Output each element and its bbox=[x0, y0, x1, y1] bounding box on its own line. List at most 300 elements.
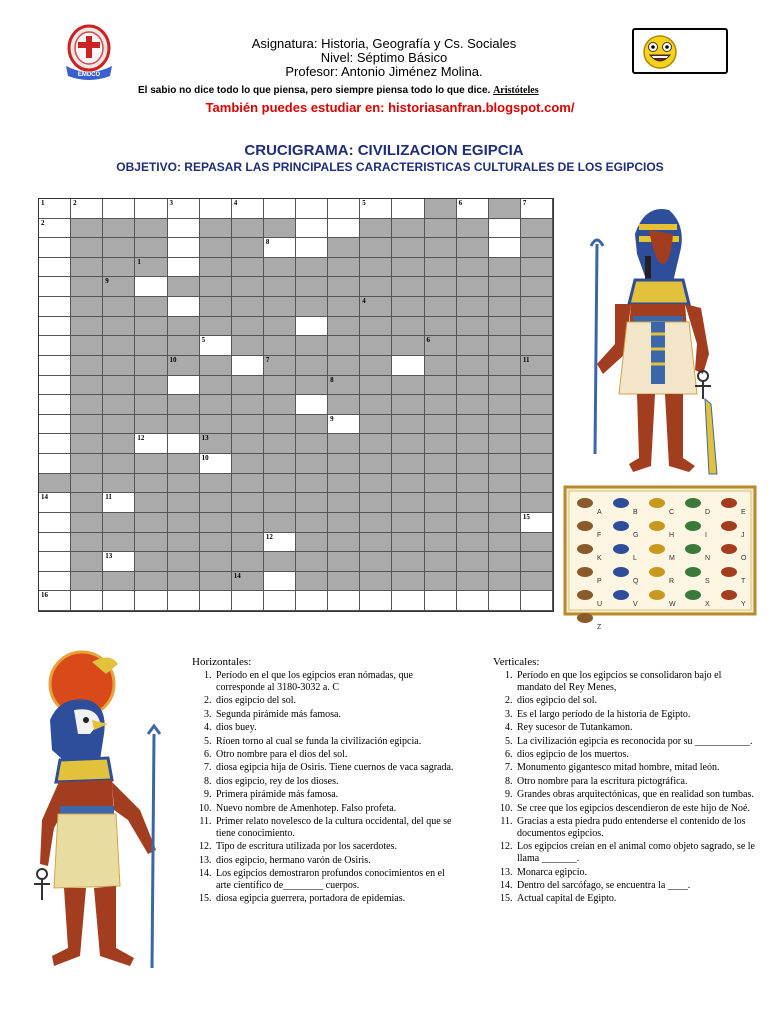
grid-cell[interactable] bbox=[71, 219, 103, 239]
grid-cell[interactable] bbox=[425, 591, 457, 611]
grid-cell[interactable] bbox=[489, 591, 521, 611]
grid-cell[interactable] bbox=[232, 415, 264, 435]
grid-cell[interactable] bbox=[392, 297, 424, 317]
grid-cell[interactable] bbox=[168, 238, 200, 258]
grid-cell[interactable] bbox=[296, 277, 328, 297]
grid-cell[interactable] bbox=[71, 336, 103, 356]
grid-cell[interactable] bbox=[103, 591, 135, 611]
grid-cell[interactable] bbox=[71, 395, 103, 415]
grid-cell[interactable] bbox=[264, 415, 296, 435]
grid-cell[interactable] bbox=[360, 219, 392, 239]
grid-cell[interactable] bbox=[521, 591, 553, 611]
grid-cell[interactable] bbox=[425, 533, 457, 553]
grid-cell[interactable] bbox=[232, 199, 264, 219]
grid-cell[interactable] bbox=[168, 317, 200, 337]
grid-cell[interactable] bbox=[425, 572, 457, 592]
grid-cell[interactable] bbox=[425, 552, 457, 572]
grid-cell[interactable] bbox=[168, 219, 200, 239]
grid-cell[interactable] bbox=[360, 552, 392, 572]
grid-cell[interactable] bbox=[360, 572, 392, 592]
grid-cell[interactable] bbox=[135, 356, 167, 376]
grid-cell[interactable] bbox=[328, 336, 360, 356]
grid-cell[interactable] bbox=[328, 356, 360, 376]
grid-cell[interactable] bbox=[168, 356, 200, 376]
grid-cell[interactable] bbox=[489, 454, 521, 474]
grid-cell[interactable] bbox=[168, 199, 200, 219]
grid-cell[interactable] bbox=[328, 376, 360, 396]
grid-cell[interactable] bbox=[103, 513, 135, 533]
grid-cell[interactable] bbox=[489, 434, 521, 454]
grid-cell[interactable] bbox=[296, 474, 328, 494]
grid-cell[interactable] bbox=[521, 533, 553, 553]
grid-cell[interactable] bbox=[328, 199, 360, 219]
grid-cell[interactable] bbox=[296, 395, 328, 415]
grid-cell[interactable] bbox=[457, 493, 489, 513]
grid-cell[interactable] bbox=[200, 297, 232, 317]
grid-cell[interactable] bbox=[200, 454, 232, 474]
grid-cell[interactable] bbox=[200, 395, 232, 415]
grid-cell[interactable] bbox=[232, 572, 264, 592]
grid-cell[interactable] bbox=[296, 493, 328, 513]
grid-cell[interactable] bbox=[489, 395, 521, 415]
grid-cell[interactable] bbox=[392, 376, 424, 396]
grid-cell[interactable] bbox=[103, 454, 135, 474]
grid-cell[interactable] bbox=[135, 434, 167, 454]
grid-cell[interactable] bbox=[103, 277, 135, 297]
grid-cell[interactable] bbox=[360, 277, 392, 297]
grid-cell[interactable] bbox=[71, 317, 103, 337]
grid-cell[interactable] bbox=[521, 572, 553, 592]
grid-cell[interactable] bbox=[39, 474, 71, 494]
grid-cell[interactable] bbox=[489, 356, 521, 376]
grid-cell[interactable] bbox=[360, 493, 392, 513]
grid-cell[interactable] bbox=[425, 376, 457, 396]
grid-cell[interactable] bbox=[328, 493, 360, 513]
grid-cell[interactable] bbox=[135, 454, 167, 474]
grid-cell[interactable] bbox=[521, 454, 553, 474]
grid-cell[interactable] bbox=[296, 238, 328, 258]
grid-cell[interactable] bbox=[521, 415, 553, 435]
grid-cell[interactable] bbox=[103, 376, 135, 396]
grid-cell[interactable] bbox=[232, 591, 264, 611]
grid-cell[interactable] bbox=[39, 591, 71, 611]
grid-cell[interactable] bbox=[328, 317, 360, 337]
grid-cell[interactable] bbox=[296, 533, 328, 553]
grid-cell[interactable] bbox=[264, 434, 296, 454]
grid-cell[interactable] bbox=[392, 415, 424, 435]
grid-cell[interactable] bbox=[392, 434, 424, 454]
grid-cell[interactable] bbox=[71, 199, 103, 219]
grid-cell[interactable] bbox=[328, 591, 360, 611]
grid-cell[interactable] bbox=[135, 277, 167, 297]
grid-cell[interactable] bbox=[168, 572, 200, 592]
grid-cell[interactable] bbox=[392, 533, 424, 553]
grid-cell[interactable] bbox=[264, 356, 296, 376]
grid-cell[interactable] bbox=[296, 513, 328, 533]
grid-cell[interactable] bbox=[264, 277, 296, 297]
grid-cell[interactable] bbox=[168, 493, 200, 513]
grid-cell[interactable] bbox=[489, 493, 521, 513]
grid-cell[interactable] bbox=[232, 552, 264, 572]
grid-cell[interactable] bbox=[200, 376, 232, 396]
grid-cell[interactable] bbox=[200, 533, 232, 553]
grid-cell[interactable] bbox=[521, 513, 553, 533]
grid-cell[interactable] bbox=[392, 238, 424, 258]
grid-cell[interactable] bbox=[457, 415, 489, 435]
grid-cell[interactable] bbox=[328, 474, 360, 494]
grid-cell[interactable] bbox=[328, 454, 360, 474]
grid-cell[interactable] bbox=[39, 297, 71, 317]
grid-cell[interactable] bbox=[392, 513, 424, 533]
grid-cell[interactable] bbox=[392, 474, 424, 494]
grid-cell[interactable] bbox=[232, 533, 264, 553]
grid-cell[interactable] bbox=[232, 513, 264, 533]
grid-cell[interactable] bbox=[521, 552, 553, 572]
grid-cell[interactable] bbox=[39, 356, 71, 376]
grid-cell[interactable] bbox=[457, 454, 489, 474]
grid-cell[interactable] bbox=[425, 277, 457, 297]
grid-cell[interactable] bbox=[360, 356, 392, 376]
grid-cell[interactable] bbox=[103, 297, 135, 317]
grid-cell[interactable] bbox=[103, 552, 135, 572]
grid-cell[interactable] bbox=[168, 474, 200, 494]
grid-cell[interactable] bbox=[71, 434, 103, 454]
grid-cell[interactable] bbox=[328, 395, 360, 415]
grid-cell[interactable] bbox=[168, 376, 200, 396]
grid-cell[interactable] bbox=[489, 336, 521, 356]
grid-cell[interactable] bbox=[296, 336, 328, 356]
grid-cell[interactable] bbox=[360, 533, 392, 553]
grid-cell[interactable] bbox=[328, 533, 360, 553]
grid-cell[interactable] bbox=[521, 238, 553, 258]
grid-cell[interactable] bbox=[71, 297, 103, 317]
grid-cell[interactable] bbox=[521, 493, 553, 513]
grid-cell[interactable] bbox=[200, 199, 232, 219]
grid-cell[interactable] bbox=[328, 219, 360, 239]
grid-cell[interactable] bbox=[328, 415, 360, 435]
grid-cell[interactable] bbox=[168, 552, 200, 572]
grid-cell[interactable] bbox=[296, 317, 328, 337]
grid-cell[interactable] bbox=[200, 434, 232, 454]
grid-cell[interactable] bbox=[296, 356, 328, 376]
grid-cell[interactable] bbox=[360, 376, 392, 396]
grid-cell[interactable] bbox=[39, 415, 71, 435]
grid-cell[interactable] bbox=[457, 572, 489, 592]
grid-cell[interactable] bbox=[457, 238, 489, 258]
grid-cell[interactable] bbox=[296, 297, 328, 317]
grid-cell[interactable] bbox=[296, 199, 328, 219]
grid-cell[interactable] bbox=[360, 199, 392, 219]
grid-cell[interactable] bbox=[392, 356, 424, 376]
grid-cell[interactable] bbox=[135, 395, 167, 415]
grid-cell[interactable] bbox=[457, 376, 489, 396]
grid-cell[interactable] bbox=[232, 434, 264, 454]
grid-cell[interactable] bbox=[489, 297, 521, 317]
grid-cell[interactable] bbox=[392, 258, 424, 278]
grid-cell[interactable] bbox=[521, 474, 553, 494]
grid-cell[interactable] bbox=[425, 474, 457, 494]
grid-cell[interactable] bbox=[296, 376, 328, 396]
grid-cell[interactable] bbox=[489, 415, 521, 435]
grid-cell[interactable] bbox=[103, 238, 135, 258]
grid-cell[interactable] bbox=[135, 297, 167, 317]
grid-cell[interactable] bbox=[168, 533, 200, 553]
grid-cell[interactable] bbox=[103, 493, 135, 513]
grid-cell[interactable] bbox=[135, 591, 167, 611]
grid-cell[interactable] bbox=[168, 415, 200, 435]
grid-cell[interactable] bbox=[39, 336, 71, 356]
grid-cell[interactable] bbox=[392, 493, 424, 513]
grid-cell[interactable] bbox=[103, 317, 135, 337]
grid-cell[interactable] bbox=[296, 552, 328, 572]
grid-cell[interactable] bbox=[232, 297, 264, 317]
grid-cell[interactable] bbox=[457, 317, 489, 337]
grid-cell[interactable] bbox=[103, 533, 135, 553]
grid-cell[interactable] bbox=[71, 513, 103, 533]
grid-cell[interactable] bbox=[264, 572, 296, 592]
grid-cell[interactable] bbox=[489, 317, 521, 337]
grid-cell[interactable] bbox=[360, 238, 392, 258]
grid-cell[interactable] bbox=[489, 513, 521, 533]
grid-cell[interactable] bbox=[425, 356, 457, 376]
grid-cell[interactable] bbox=[39, 493, 71, 513]
grid-cell[interactable] bbox=[168, 297, 200, 317]
grid-cell[interactable] bbox=[168, 336, 200, 356]
grid-cell[interactable] bbox=[457, 219, 489, 239]
grid-cell[interactable] bbox=[71, 356, 103, 376]
grid-cell[interactable] bbox=[135, 199, 167, 219]
grid-cell[interactable] bbox=[425, 434, 457, 454]
grid-cell[interactable] bbox=[135, 219, 167, 239]
grid-cell[interactable] bbox=[264, 474, 296, 494]
grid-cell[interactable] bbox=[232, 238, 264, 258]
grid-cell[interactable] bbox=[39, 317, 71, 337]
grid-cell[interactable] bbox=[489, 474, 521, 494]
grid-cell[interactable] bbox=[489, 258, 521, 278]
grid-cell[interactable] bbox=[489, 552, 521, 572]
grid-cell[interactable] bbox=[328, 297, 360, 317]
grid-cell[interactable] bbox=[232, 395, 264, 415]
grid-cell[interactable] bbox=[168, 395, 200, 415]
grid-cell[interactable] bbox=[39, 395, 71, 415]
grid-cell[interactable] bbox=[328, 434, 360, 454]
grid-cell[interactable] bbox=[521, 219, 553, 239]
grid-cell[interactable] bbox=[135, 336, 167, 356]
grid-cell[interactable] bbox=[232, 258, 264, 278]
grid-cell[interactable] bbox=[135, 572, 167, 592]
grid-cell[interactable] bbox=[200, 277, 232, 297]
grid-cell[interactable] bbox=[489, 199, 521, 219]
grid-cell[interactable] bbox=[103, 356, 135, 376]
grid-cell[interactable] bbox=[521, 199, 553, 219]
grid-cell[interactable] bbox=[200, 591, 232, 611]
grid-cell[interactable] bbox=[296, 219, 328, 239]
grid-cell[interactable] bbox=[425, 258, 457, 278]
grid-cell[interactable] bbox=[103, 474, 135, 494]
grid-cell[interactable] bbox=[103, 336, 135, 356]
grid-cell[interactable] bbox=[71, 493, 103, 513]
grid-cell[interactable] bbox=[103, 434, 135, 454]
grid-cell[interactable] bbox=[425, 513, 457, 533]
grid-cell[interactable] bbox=[360, 513, 392, 533]
grid-cell[interactable] bbox=[360, 317, 392, 337]
grid-cell[interactable] bbox=[521, 356, 553, 376]
grid-cell[interactable] bbox=[200, 513, 232, 533]
grid-cell[interactable] bbox=[360, 474, 392, 494]
grid-cell[interactable] bbox=[264, 533, 296, 553]
grid-cell[interactable] bbox=[296, 591, 328, 611]
grid-cell[interactable] bbox=[425, 336, 457, 356]
grid-cell[interactable] bbox=[296, 454, 328, 474]
grid-cell[interactable] bbox=[425, 317, 457, 337]
grid-cell[interactable] bbox=[328, 513, 360, 533]
grid-cell[interactable] bbox=[392, 591, 424, 611]
grid-cell[interactable] bbox=[264, 297, 296, 317]
grid-cell[interactable] bbox=[425, 199, 457, 219]
grid-cell[interactable] bbox=[328, 238, 360, 258]
grid-cell[interactable] bbox=[71, 591, 103, 611]
grid-cell[interactable] bbox=[135, 415, 167, 435]
grid-cell[interactable] bbox=[135, 513, 167, 533]
grid-cell[interactable] bbox=[425, 297, 457, 317]
grid-cell[interactable] bbox=[392, 454, 424, 474]
grid-cell[interactable] bbox=[232, 376, 264, 396]
grid-cell[interactable] bbox=[200, 572, 232, 592]
grid-cell[interactable] bbox=[489, 238, 521, 258]
grid-cell[interactable] bbox=[39, 376, 71, 396]
grid-cell[interactable] bbox=[232, 493, 264, 513]
grid-cell[interactable] bbox=[457, 552, 489, 572]
grid-cell[interactable] bbox=[200, 493, 232, 513]
grid-cell[interactable] bbox=[232, 277, 264, 297]
grid-cell[interactable] bbox=[39, 513, 71, 533]
grid-cell[interactable] bbox=[135, 533, 167, 553]
grid-cell[interactable] bbox=[135, 552, 167, 572]
grid-cell[interactable] bbox=[328, 552, 360, 572]
grid-cell[interactable] bbox=[457, 513, 489, 533]
grid-cell[interactable] bbox=[264, 454, 296, 474]
grid-cell[interactable] bbox=[392, 219, 424, 239]
grid-cell[interactable] bbox=[360, 434, 392, 454]
grid-cell[interactable] bbox=[457, 199, 489, 219]
grid-cell[interactable] bbox=[328, 277, 360, 297]
grid-cell[interactable] bbox=[168, 258, 200, 278]
grid-cell[interactable] bbox=[489, 572, 521, 592]
grid-cell[interactable] bbox=[103, 258, 135, 278]
grid-cell[interactable] bbox=[457, 356, 489, 376]
grid-cell[interactable] bbox=[360, 297, 392, 317]
grid-cell[interactable] bbox=[264, 376, 296, 396]
grid-cell[interactable] bbox=[489, 376, 521, 396]
grid-cell[interactable] bbox=[71, 552, 103, 572]
grid-cell[interactable] bbox=[168, 277, 200, 297]
grid-cell[interactable] bbox=[232, 356, 264, 376]
grid-cell[interactable] bbox=[425, 454, 457, 474]
grid-cell[interactable] bbox=[264, 395, 296, 415]
grid-cell[interactable] bbox=[328, 572, 360, 592]
grid-cell[interactable] bbox=[232, 219, 264, 239]
grid-cell[interactable] bbox=[71, 238, 103, 258]
grid-cell[interactable] bbox=[135, 493, 167, 513]
grid-cell[interactable] bbox=[103, 572, 135, 592]
grid-cell[interactable] bbox=[264, 513, 296, 533]
grid-cell[interactable] bbox=[39, 552, 71, 572]
grid-cell[interactable] bbox=[296, 434, 328, 454]
grid-cell[interactable] bbox=[457, 434, 489, 454]
grid-cell[interactable] bbox=[392, 572, 424, 592]
grid-cell[interactable] bbox=[71, 258, 103, 278]
grid-cell[interactable] bbox=[168, 591, 200, 611]
grid-cell[interactable] bbox=[71, 572, 103, 592]
grid-cell[interactable] bbox=[457, 474, 489, 494]
grid-cell[interactable] bbox=[200, 219, 232, 239]
grid-cell[interactable] bbox=[264, 336, 296, 356]
grid-cell[interactable] bbox=[135, 258, 167, 278]
grid-cell[interactable] bbox=[392, 336, 424, 356]
grid-cell[interactable] bbox=[392, 395, 424, 415]
grid-cell[interactable] bbox=[39, 572, 71, 592]
grid-cell[interactable] bbox=[328, 258, 360, 278]
grid-cell[interactable] bbox=[296, 258, 328, 278]
grid-cell[interactable] bbox=[425, 493, 457, 513]
grid-cell[interactable] bbox=[360, 395, 392, 415]
grid-cell[interactable] bbox=[521, 434, 553, 454]
grid-cell[interactable] bbox=[360, 415, 392, 435]
grid-cell[interactable] bbox=[392, 317, 424, 337]
grid-cell[interactable] bbox=[71, 415, 103, 435]
grid-cell[interactable] bbox=[521, 277, 553, 297]
grid-cell[interactable] bbox=[200, 474, 232, 494]
grid-cell[interactable] bbox=[264, 317, 296, 337]
grid-cell[interactable] bbox=[71, 454, 103, 474]
grid-cell[interactable] bbox=[457, 258, 489, 278]
grid-cell[interactable] bbox=[103, 415, 135, 435]
grid-cell[interactable] bbox=[168, 454, 200, 474]
grid-cell[interactable] bbox=[232, 317, 264, 337]
grid-cell[interactable] bbox=[457, 591, 489, 611]
grid-cell[interactable] bbox=[39, 238, 71, 258]
grid-cell[interactable] bbox=[200, 415, 232, 435]
grid-cell[interactable] bbox=[264, 493, 296, 513]
grid-cell[interactable] bbox=[39, 277, 71, 297]
grid-cell[interactable] bbox=[168, 434, 200, 454]
grid-cell[interactable] bbox=[71, 533, 103, 553]
grid-cell[interactable] bbox=[232, 474, 264, 494]
grid-cell[interactable] bbox=[392, 199, 424, 219]
grid-cell[interactable] bbox=[264, 238, 296, 258]
grid-cell[interactable] bbox=[360, 591, 392, 611]
grid-cell[interactable] bbox=[521, 258, 553, 278]
grid-cell[interactable] bbox=[457, 395, 489, 415]
grid-cell[interactable] bbox=[200, 356, 232, 376]
grid-cell[interactable] bbox=[392, 277, 424, 297]
grid-cell[interactable] bbox=[200, 238, 232, 258]
grid-cell[interactable] bbox=[264, 591, 296, 611]
grid-cell[interactable] bbox=[360, 258, 392, 278]
grid-cell[interactable] bbox=[457, 533, 489, 553]
grid-cell[interactable] bbox=[360, 454, 392, 474]
grid-cell[interactable] bbox=[135, 376, 167, 396]
grid-cell[interactable] bbox=[200, 336, 232, 356]
grid-cell[interactable] bbox=[39, 199, 71, 219]
grid-cell[interactable] bbox=[39, 258, 71, 278]
grid-cell[interactable] bbox=[296, 572, 328, 592]
grid-cell[interactable] bbox=[39, 454, 71, 474]
grid-cell[interactable] bbox=[425, 395, 457, 415]
grid-cell[interactable] bbox=[135, 474, 167, 494]
grid-cell[interactable] bbox=[103, 219, 135, 239]
grid-cell[interactable] bbox=[489, 219, 521, 239]
